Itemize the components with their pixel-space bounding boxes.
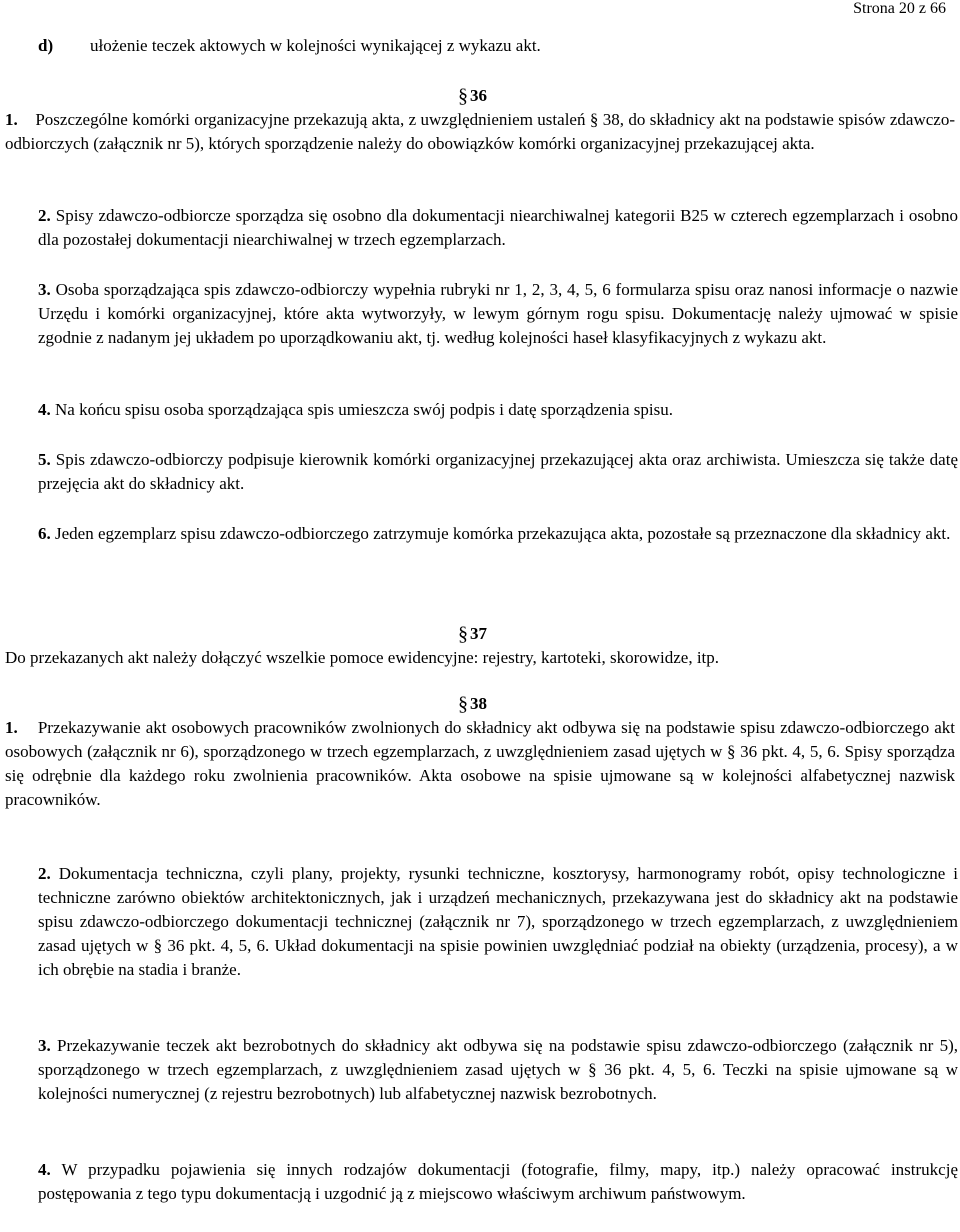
- section-symbol: §: [458, 693, 468, 715]
- paragraph-36-4: [38, 398, 958, 422]
- paragraph-text: Poszczególne komórki organizacyjne przekazują akta, z uwzględnieniem ustaleń § 38, do składnicy akt na podstawie spisów zdawczo-odbiorczych (załącznik nr 5), których sporządzenie należy do obowiązków komórki organizacyjnej przekazującej akta.: [5, 110, 955, 153]
- section-number: 38: [470, 694, 487, 713]
- paragraph-36-6: [38, 522, 958, 546]
- paragraph-text: Osoba sporządzająca spis zdawczo-odbiorczy wypełnia rubryki nr 1, 2, 3, 4, 5, 6 formularza spisu oraz nanosi informacje o nazwie Urzędu i komórki organizacyjnej, które akta wytworzyły, w lewym górnym rogu spisu. Dokumentację należy ujmować w spisie zgodnie z nadanym jej układem po uporządkowaniu akt, tj. według kolejności haseł klasyfikacyjnych z wykazu akt.: [38, 280, 959, 347]
- paragraph-number: 4.: [38, 1160, 51, 1179]
- paragraph-number: 3.: [38, 280, 51, 299]
- paragraph-38-3: [38, 1034, 958, 1106]
- paragraph-38-4: [38, 1158, 958, 1206]
- paragraph-38-1: [5, 716, 955, 812]
- paragraph-37: Do przekazanych akt należy dołączyć wszelkie pomoce ewidencyjne: rejestry, kartoteki, skorowidze, itp.: [5, 648, 720, 667]
- section-heading-36: [458, 84, 487, 108]
- section-symbol: §: [458, 85, 468, 107]
- paragraph-36-3: [38, 278, 958, 350]
- section-number: 36: [470, 86, 487, 105]
- section-heading-37: [458, 622, 487, 646]
- paragraph-number: 2.: [38, 206, 51, 225]
- paragraph-36-2: [38, 204, 958, 252]
- paragraph-text: Spisy zdawczo-odbiorcze sporządza się osobno dla dokumentacji niearchiwalnej kategorii B25 w czterech egzemplarzach i osobno dla pozostałej dokumentacji niearchiwalnej w trzech egzemplarzach.: [38, 206, 959, 249]
- list-item-label: d): [38, 36, 54, 55]
- paragraph-text: Na końcu spisu osoba sporządzająca spis umieszcza swój podpis i datę sporządzenia spisu.: [55, 400, 673, 419]
- paragraph-text: W przypadku pojawienia się innych rodzajów dokumentacji (fotografie, filmy, mapy, itp.) należy opracować instrukcję postępowania z tego typu dokumentacją i uzgodnić ją z miejscowo właściwym archiwum państwowym.: [38, 1160, 958, 1203]
- paragraph-text: Przekazywanie akt osobowych pracowników zwolnionych do składnicy akt odbywa się na podstawie spisu zdawczo-odbiorczego akt osobowych (załącznik nr 6), sporządzonego w trzech egzemplarzach, z uwzględnieniem zasad ujętych w § 36 pkt. 4, 5, 6. Spisy sporządza się odrębnie dla każdego roku zwolnienia pracowników. Akta osobowe na spisie ujmowane są w kolejności alfabetycznej nazwisk pracowników.: [5, 718, 955, 809]
- paragraph-number: 5.: [38, 450, 51, 469]
- list-item-text: ułożenie teczek aktowych w kolejności wynikającej z wykazu akt.: [90, 36, 541, 55]
- paragraph-number: 6.: [38, 524, 51, 543]
- section-symbol: §: [458, 623, 468, 645]
- list-item-d: [38, 34, 918, 58]
- paragraph-36-1: [5, 108, 955, 156]
- paragraph-38-2: [38, 862, 958, 982]
- paragraph-text: Spis zdawczo-odbiorczy podpisuje kierownik komórki organizacyjnej przekazującej akta oraz archiwista. Umieszcza się także datę przejęcia akt do składnicy akt.: [38, 450, 958, 493]
- paragraph-text: Dokumentacja techniczna, czyli plany, projekty, rysunki techniczne, kosztorysy, harmonogramy robót, opisy technologiczne i techniczne zarówno obiektów architektonicznych, jak i urządzeń mechanicznych, przekazywana jest do składnicy akt na podstawie spisu zdawczo-odbiorczego dokumentacji technicznej (załącznik nr 7), sporządzonego w trzech egzemplarzach, z uwzględnieniem zasad ujętych w § 36 pkt. 4, 5, 6. Układ dokumentacji na spisie powinien uwzględniać podział na obiekty (urządzenia, procesy), a w ich obrębie na stadia i branże.: [38, 864, 959, 979]
- paragraph-number: 3.: [38, 1036, 51, 1055]
- paragraph-number: 1.: [5, 718, 18, 737]
- paragraph-number: 1.: [5, 110, 18, 129]
- section-heading-38: [458, 692, 487, 716]
- paragraph-text: Jeden egzemplarz spisu zdawczo-odbiorczego zatrzymuje komórka przekazująca akta, pozostałe są przeznaczone dla składnicy akt.: [55, 524, 951, 543]
- paragraph-36-5: [38, 448, 958, 496]
- page-number: Strona 20 z 66: [853, 0, 946, 17]
- paragraph-text: Przekazywanie teczek akt bezrobotnych do składnicy akt odbywa się na podstawie spisu zdawczo-odbiorczego (załącznik nr 5), sporządzonego w trzech egzemplarzach, z uwzględnieniem zasad ujętych w § 36 pkt. 4, 5, 6. Teczki na spisie ujmowane są w kolejności numerycznej (z rejestru bezrobotnych) lub alfabetycznej nazwisk bezrobotnych.: [38, 1036, 959, 1103]
- section-number: 37: [470, 624, 487, 643]
- paragraph-number: 2.: [38, 864, 51, 883]
- paragraph-number: 4.: [38, 400, 51, 419]
